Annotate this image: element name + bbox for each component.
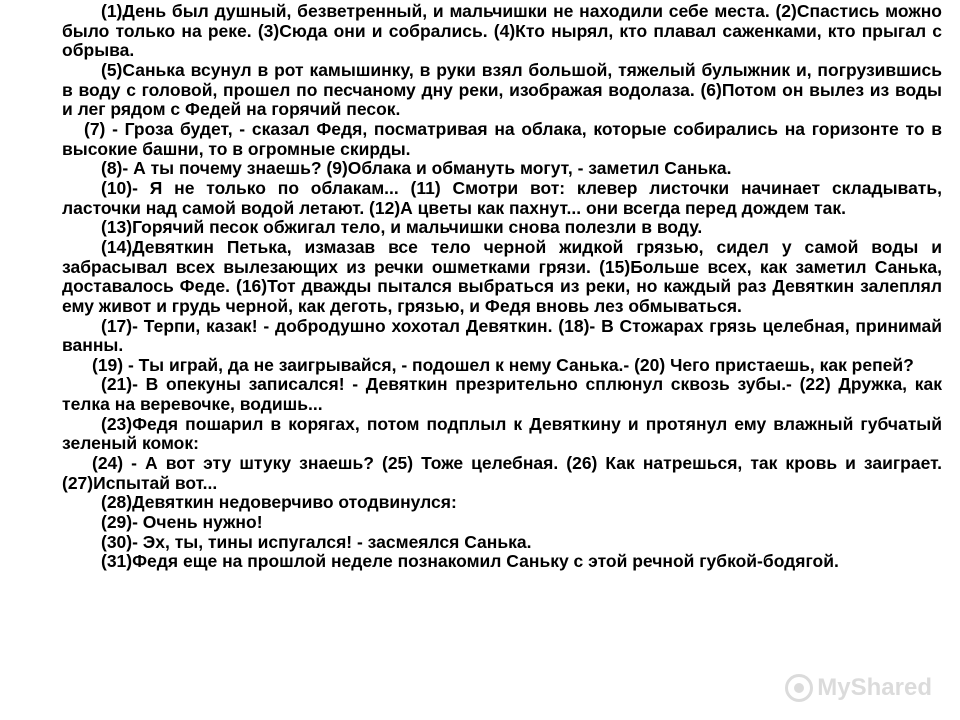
watermark-logo-icon bbox=[785, 674, 813, 702]
document-text bbox=[62, 2, 942, 572]
paragraph-9: (19) - Ты играй, да не заигрывайся, - подошел к нему Санька.- (20) Чего пристаешь, как репей? bbox=[92, 354, 914, 375]
paragraph-16: (31)Федя еще на прошлой неделе познакомил Саньку с этой речной губкой-бодягой. bbox=[101, 551, 839, 572]
paragraph-6: (13)Горячий песок обжигал тело, и мальчишки снова полезли в воду. bbox=[101, 217, 703, 238]
paragraph-5: (10)- Я не только по облакам... (11) Смотри вот: клевер листочки начинает складывать, ласточки над самой водой летают. (12)А цветы как пахнут... они всегда перед дождем так. bbox=[62, 177, 942, 218]
watermark bbox=[785, 674, 932, 702]
paragraph-13: (28)Девяткин недоверчиво отодвинулся: bbox=[101, 492, 457, 513]
paragraph-14: (29)- Очень нужно! bbox=[101, 512, 263, 533]
paragraph-7: (14)Девяткин Петька, измазав все тело черной жидкой грязью, сидел у самой воды и забрасывал всех вылезающих из речки ошметками грязи. (15)Больше всех, как заметил Санька, доставалось Феде. (16)Тот дважды пытался выбраться из реки, но каждый раз Девяткин залеплял ему живот и грудь черной, как деготь, грязью, и Федя вновь лез обмываться. bbox=[62, 236, 942, 316]
paragraph-15: (30)- Эх, ты, тины испугался! - засмеялся Санька. bbox=[101, 531, 532, 552]
paragraph-8: (17)- Терпи, казак! - добродушно хохотал Девяткин. (18)- В Стожарах грязь целебная, принимай ванны. bbox=[62, 315, 942, 356]
paragraph-4: (8)- А ты почему знаешь? (9)Облака и обмануть могут, - заметил Санька. bbox=[101, 158, 732, 179]
paragraph-11: (23)Федя пошарил в корягах, потом подплыл к Девяткину и протянул ему влажный губчатый зеленый комок: bbox=[62, 413, 942, 454]
paragraph-12: (24) - А вот эту штуку знаешь? (25) Тоже целебная. (26) Как натрешься, так кровь и заиграет. (27)Испытай вот... bbox=[62, 453, 942, 493]
paragraph-10: (21)- В опекуны записался! - Девяткин презрительно сплюнул сквозь зубы.- (22) Дружка, как телка на веревочке, водишь... bbox=[62, 374, 942, 415]
paragraph-2: (5)Санька всунул в рот камышинку, в руки взял большой, тяжелый булыжник и, погрузившись в воду с головой, прошел по песчаному дну реки, изображая водолаза. (6)Потом он вылез из воды и лег рядом с Федей на горячий песок. bbox=[62, 59, 942, 120]
watermark-text: MyShared bbox=[817, 674, 932, 701]
paragraph-3: (7) - Гроза будет, - сказал Федя, посматривая на облака, которые собирались на горизонте то в высокие башни, то в огромные скирды. bbox=[62, 118, 942, 159]
paragraph-1: (1)День был душный, безветренный, и мальчишки не находили себе места. (2)Спастись можно было только на реке. (3)Сюда они и собрались. (4)Кто нырял, кто плавал саженками, кто прыгал с обрыва. bbox=[62, 1, 942, 61]
